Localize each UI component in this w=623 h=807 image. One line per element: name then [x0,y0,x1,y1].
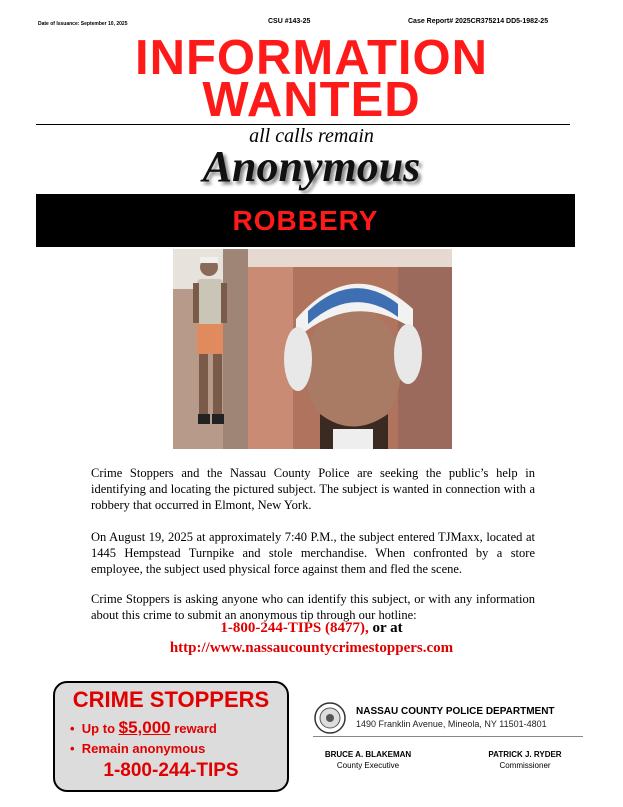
department-name: NASSAU COUNTY POLICE DEPARTMENT [356,706,555,717]
title-line-wanted: WANTED [202,73,421,127]
case-report-number: Case Report# 2025CR375214 DD5-1982-25 [408,18,549,25]
bullet-icon: • [70,721,75,736]
department-address: 1490 Franklin Avenue, Mineola, NY 11501-4801 [356,719,547,729]
hotline-suffix: or at [368,620,403,636]
crime-stoppers-phone[interactable]: 1-800-244-TIPS [103,760,239,781]
official-title-1: County Executive [336,761,400,770]
paragraph-intro: Crime Stoppers and the Nassau County Police are seeking the public’s help in identifying and locating the pictured subject. The subject is wanted in connection with a robbery that occurred in Elmont, New York. [91,466,535,512]
reward-suffix: reward [170,721,217,736]
crime-stoppers-title: CRIME STOPPERS [72,687,270,712]
anonymous-bullet [70,741,205,756]
crimestoppers-url[interactable]: http://www.nassaucountycrimestoppers.com [169,640,454,656]
official-name-2: PATRICK J. RYDER [488,750,562,759]
crime-type-band [36,194,575,247]
title-line-information: INFORMATION [134,31,489,85]
reward-prefix: Up to [81,721,119,736]
hotline-line [0,620,623,637]
police-seal-icon [314,702,346,734]
calls-remain-text: all calls remain [249,125,374,147]
reward-bullet [70,718,217,738]
remain-anonymous-text: Remain anonymous [81,741,206,756]
suspect-photo-closeup [248,249,452,449]
csu-number: CSU #143-25 [268,18,311,25]
hotline-number[interactable]: 1-800-244-TIPS (8477), [220,620,369,636]
paragraph-request: Crime Stoppers is asking anyone who can identify this subject, or with any information about this crime to submit an anonymous tip through our hotline: [91,592,535,622]
paragraph-incident: On August 19, 2025 at approximately 7:40 P.M., the subject entered TJMaxx, located at 1445 Hempstead Turnpike and stole merchandise. When confronted by a store employee, the subject used physical force against them and fled the scene. [91,530,535,576]
reward-amount: $5,000 [118,718,171,737]
official-title-2: Commissioner [499,761,551,770]
official-name-1: BRUCE A. BLAKEMAN [324,750,412,759]
crime-type-label: ROBBERY [232,205,379,236]
department-divider [313,736,583,737]
suspect-photo-full-body [173,249,248,449]
date-of-issuance: Date of Issuance: September 10, 2025 [38,21,128,27]
bullet-icon: • [70,741,75,756]
anonymous-heading: Anonymous [202,142,421,191]
